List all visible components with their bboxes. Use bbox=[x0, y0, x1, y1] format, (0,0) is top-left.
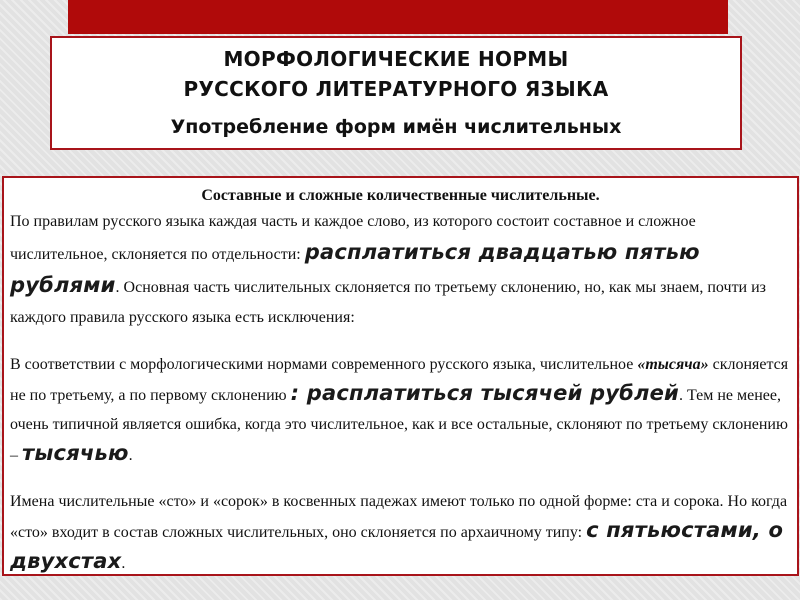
paragraph-1-text-b: . Основная часть числительных склоняется по третьему склонению, но, как мы знаем, почти из каждого правила русского языка есть исключения: bbox=[10, 279, 766, 326]
example-archaic-forms: с пятьюстами, о двухстах bbox=[10, 518, 784, 573]
paragraph-1 bbox=[10, 207, 791, 333]
paragraph-3-text-a: Имена числительные «сто» и «сорок» в косвенных падежах имеют только по одной форме: ста и сорока. Но когда «сто» входит в состав сложных числительных, оно склоняется по архаичному типу: bbox=[10, 493, 788, 541]
example-twenty-five-rubles: расплатиться двадцатью пятью рублями bbox=[10, 240, 700, 297]
example-thousand-rubles: : расплатиться тысячей рублей bbox=[290, 381, 679, 405]
slide-title-line-1: МОРФОЛОГИЧЕСКИЕ НОРМЫ bbox=[223, 47, 569, 71]
paragraph-3 bbox=[10, 487, 791, 578]
example-error-form: тысячью bbox=[22, 441, 129, 465]
section-heading: Составные и сложные количественные числительные. bbox=[201, 187, 600, 204]
top-red-band bbox=[68, 0, 728, 34]
paragraph-2-text-d: . bbox=[128, 447, 133, 464]
content-box bbox=[2, 176, 799, 576]
paragraph-2-text-b: склоняется не по третьему, а по первому склонению bbox=[10, 356, 789, 404]
quoted-word-thousand: «тысяча» bbox=[637, 356, 709, 373]
paragraph-3-text-b: . bbox=[121, 555, 126, 572]
paragraph-2-text-a: В соответствии с морфологическими нормами современного русского языка, числительное bbox=[10, 356, 638, 373]
slide-subtitle: Употребление форм имён числительных bbox=[170, 116, 622, 138]
paragraph-2-text-c: . Тем не менее, очень типичной является ошибка, когда это числительное, как и все остальные, склоняют по третьему склонению – bbox=[10, 387, 788, 464]
title-box bbox=[50, 36, 742, 150]
paragraph-1-text-a: По правилам русского языка каждая часть и каждое слово, из которого состоит составное и сложное числительное, склоняется по отдельности: bbox=[10, 213, 696, 263]
slide-title-line-2: РУССКОГО ЛИТЕРАТУРНОГО ЯЗЫКА bbox=[183, 77, 609, 101]
paragraph-2 bbox=[10, 350, 791, 470]
